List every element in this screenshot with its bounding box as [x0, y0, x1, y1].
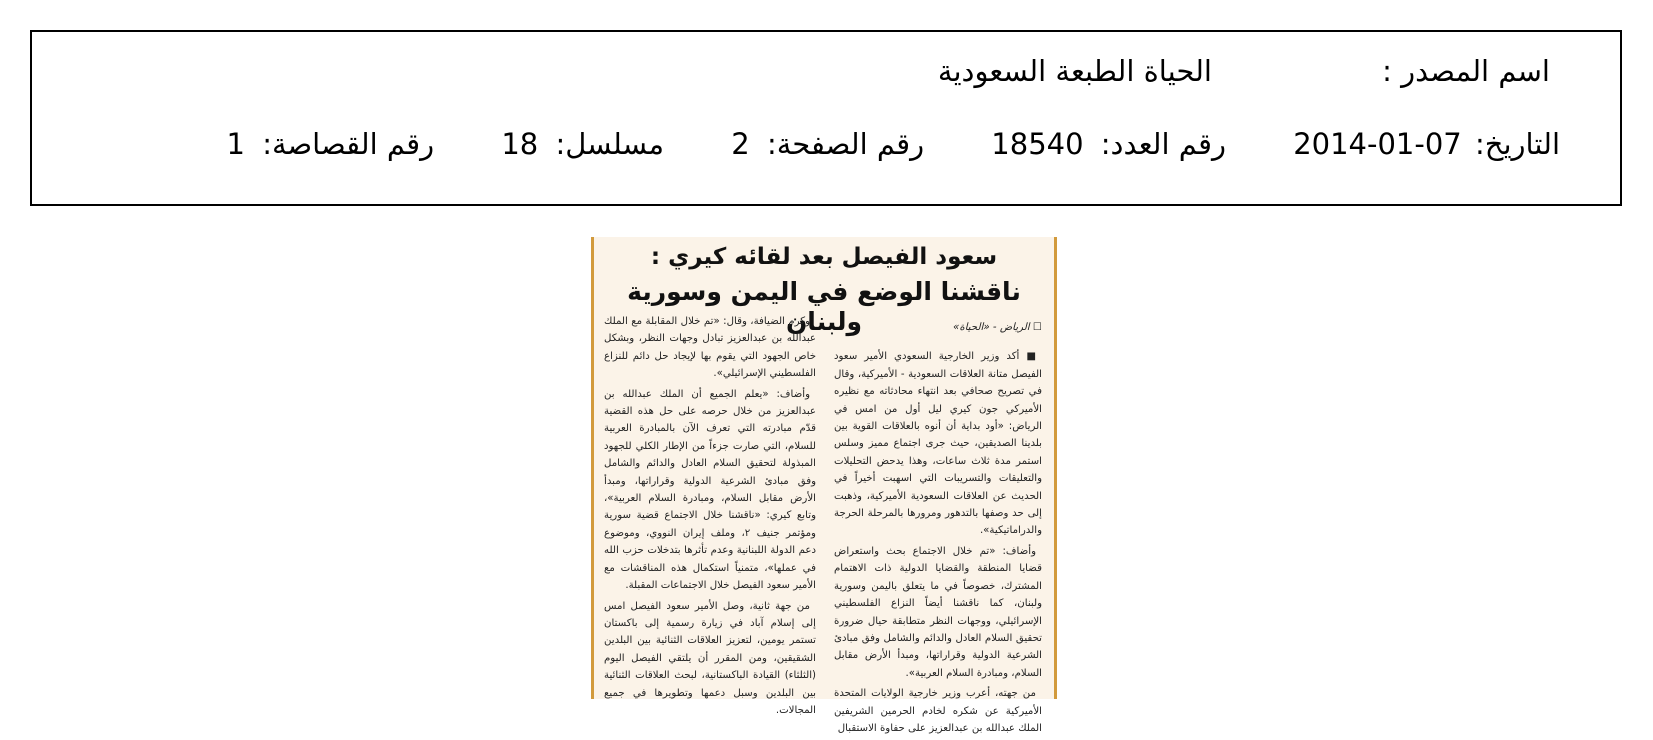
- newspaper-clipping: [591, 237, 1057, 734]
- article-column-right: [834, 319, 1042, 740]
- byline: ☐ الرياض - «الحياة»: [953, 322, 1042, 333]
- date-value: 2014-01-07: [1293, 127, 1462, 161]
- paragraph: من جهته، أعرب وزير خارجية الولايات المتحدة الأميركية عن شكره لخادم الحرمين الشريفين الملك عبدالله بن عبدالعزيز على حفاوة الاستقبال: [834, 688, 1042, 734]
- clip-value: 1: [226, 127, 245, 161]
- clip-label: رقم القصاصة:: [262, 127, 435, 161]
- paragraph: ■ أكد وزير الخارجية السعودي الأمير سعود الفيصل متانة العلاقات السعودية - الأميركية، وقال في تصريح صحافي بعد انتهاء محادثاته مع نظيره الأميركي جون كيري ليل أول من امس في الرياض: «أود بداية أن أنوه بالعلاقات القوية بين بلدينا الصديقين، حيث جرى اجتماع مميز وسلس استمر مدة ثلاث ساعات، وهذا يدحض التحليلات والتعليقات والتسريبات التي اسهبت أخيراً في الحديث عن العلاقات السعودية الأميركية، وذهبت إلى حد وصفها بالتدهور ومرورها بالمرحلة الحرجة والدراماتيكية».: [834, 351, 1042, 537]
- paragraph: وأضاف: «يعلم الجميع أن الملك عبدالله بن عبدالعزيز من خلال حرصه على حل هذه القضية قدّم مبادرته التي تعرف الآن بالمبادرة العربية للسلام، التي صارت جزءاً من الإطار الكلي للجهود المبذولة لتحقيق السلام العادل والدائم والشامل وفق مبادئ الشرعية الدولية وقراراتها، ومبدأ الأرض مقابل السلام، ومبادرة السلام العربية»، وتابع كيري: «ناقشنا خلال الاجتماع قضية سورية ومؤتمر جنيف ٢، وملف إيران النووي، وموضوع دعم الدولة اللبنانية وعدم تأثرها بتدخلات حزب الله في عملها»، متمنياً استكمال هذه المناقشات مع الأمير سعود الفيصل خلال الاجتماعات المقبلة.: [604, 388, 816, 592]
- paragraph: من جهة ثانية، وصل الأمير سعود الفيصل امس إلى إسلام آباد في زيارة رسمية إلى باكستان تستمر يومين، لتعزيز العلاقات الثنائية بين البلدين الشقيقين، ومن المقرر أن يلتقي الفيصل اليوم (الثلثاء) القيادة الباكستانية، لبحث العلاقات الثنائية بين البلدين وسبل دعمها وتطويرها في جميع المجالات.: [604, 600, 816, 716]
- metadata-row: [227, 127, 1560, 161]
- paragraph: وأضاف: «تم خلال الاجتماع بحث واستعراض قضايا المنطقة والقضايا الدولية ذات الاهتمام المشترك، خصوصاً في ما يتعلق باليمن وسورية ولبنان، كما ناقشنا أيضاً النزاع الفلسطيني الإسرائيلي، ووجهات النظر متطابقة حيال ضرورة تحقيق السلام العادل والدائم والشامل وفق مبادئ الشرعية الدولية وقراراتها، ومبدأ الأرض مقابل السلام، ومبادرة السلام العربية».: [834, 545, 1042, 679]
- source-label: اسم المصدر :: [1382, 54, 1550, 88]
- issue-label: رقم العدد:: [1100, 127, 1226, 161]
- source-value: الحياة الطبعة السعودية: [937, 54, 1212, 88]
- issue-value: 18540: [991, 127, 1084, 161]
- header-box: [30, 30, 1622, 206]
- serial-value: 18: [501, 127, 539, 161]
- headline-line-2: ناقشنا الوضع في اليمن وسورية ولبنان: [627, 277, 1021, 336]
- date-label: التاريخ:: [1474, 127, 1560, 161]
- article-column-left: [604, 313, 816, 722]
- page-label: رقم الصفحة:: [766, 127, 925, 161]
- paragraph: وكرم الضيافة، وقال: «تم خلال المقابلة مع الملك عبدالله بن عبدالعزيز تبادل وجهات النظر، وبشكل خاص الجهود التي يقوم بها لإيجاد حل دائم للنزاع الفلسطيني الإسرائيلي».: [604, 316, 816, 380]
- serial-label: مسلسل:: [555, 127, 665, 161]
- headline-line-1: سعود الفيصل بعد لقائه كيري :: [650, 244, 998, 270]
- page-value: 2: [731, 127, 750, 161]
